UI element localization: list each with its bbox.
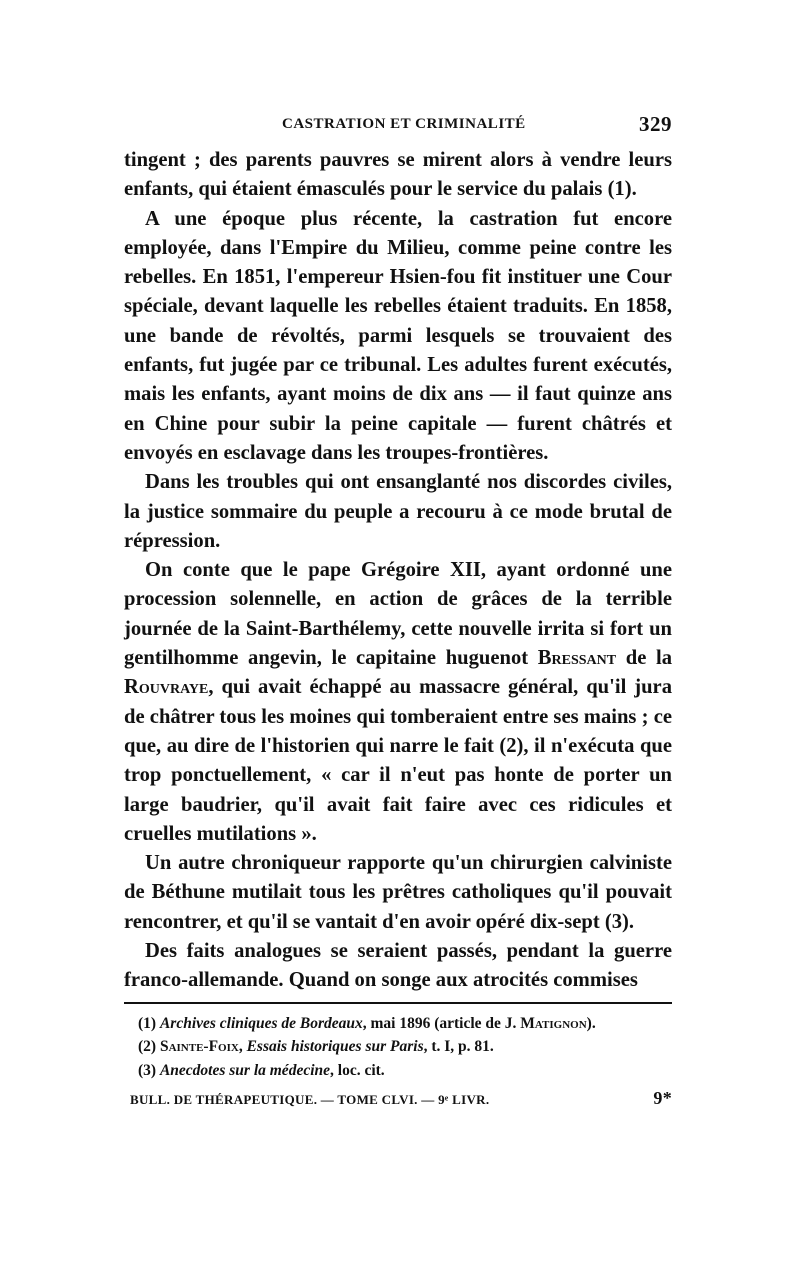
footnote-text: ). [586, 1014, 596, 1032]
footnotes [124, 1012, 672, 1083]
page-number: 329 [639, 112, 672, 136]
footnote-marker: (1) [138, 1014, 160, 1032]
signature-mark: 9* [653, 1088, 672, 1109]
place-name-rouvraye: Rouvraye [124, 676, 209, 699]
footnote-author: Sainte-Foix [159, 1038, 239, 1056]
running-head [124, 112, 672, 146]
paragraph-4 [124, 556, 672, 849]
paragraph-6: Des faits analogues se seraient passés, pendant la guerre franco-allemande. Quand on songe aux atrocités commises [124, 940, 672, 992]
paragraph-2: A une époque plus récente, la castration fut encore employée, dans l'Empire du Milieu, comme peine contre les rebelles. En 1851, l'empereur Hsien-fou fit instituer une Cour spéciale, devant laquelle les rebelles étaient traduits. En 1858, une bande de révoltés, parmi lesquels se trouvaient des enfants, fut jugée par ce tribunal. Les adultes furent exécutés, mais les enfants, ayant moins de dix ans — il faut quinze ans en Chine pour subir la peine capitale — furent châtrés et envoyés en esclavage dans les troupes-frontières. [124, 207, 672, 464]
footnote-title: Archives cliniques de Bordeaux [159, 1014, 363, 1032]
footnote-title: Anecdotes sur la médecine [159, 1061, 331, 1079]
footnote-marker: (3) [138, 1061, 160, 1079]
paragraph-4-text-a: On conte que le pape Grégoire XII, ayant ordonné une procession solennelle, en action de grâces de la terrible journée de la Saint-Barthélemy, cette nouvelle irrita si fort un gentilhomme angevin, le capitaine huguenot [124, 559, 672, 670]
journal-signature: BULL. DE THÉRAPEUTIQUE. — TOME CLVI. — 9ᵉ LIVR. [130, 1092, 490, 1108]
footnote-3 [124, 1059, 672, 1083]
footnote-1 [124, 1012, 672, 1036]
footnote-text: , loc. cit. [330, 1061, 385, 1079]
person-name-bressant: Bressant [537, 647, 617, 670]
footnote-text: , t. I, p. 81. [423, 1038, 494, 1056]
footnote-2 [124, 1035, 672, 1059]
paragraph-5: Un autre chroniqueur rapporte qu'un chirurgien calviniste de Béthune mutilait tous les prêtres catholiques qu'il pouvait rencontrer, et qu'il se vantait d'en avoir opéré dix-sept (3). [124, 852, 672, 933]
book-page [124, 112, 672, 1112]
footnote-rule [124, 1002, 672, 1004]
paragraph-1: tingent ; des parents pauvres se mirent alors à vendre leurs enfants, qui étaient émasculés pour le service du palais (1). [124, 149, 672, 201]
body-text [124, 146, 672, 996]
paragraph-3: Dans les troubles qui ont ensanglanté nos discordes civiles, la justice sommaire du peuple a recouru à ce mode brutal de répression. [124, 471, 672, 552]
footnote-text: , mai 1896 (article de J. [362, 1014, 521, 1032]
footnote-author: Matignon [520, 1014, 587, 1032]
footnote-marker: (2) [138, 1038, 160, 1056]
footnote-title: Essais historiques sur Paris [246, 1038, 424, 1056]
paragraph-4-text-c: , qui avait échappé au massacre général, qu'il jura de châtrer tous les moines qui tomberaient entre ses mains ; ce que, au dire de l'historien qui narre le fait (2), il n'exécuta que trop ponctuellement, « car il n'eut pas honte de porter un large baudrier, qu'il avait fait faire avec ces ridicules et cruelles mutilations ». [124, 676, 672, 845]
footnote-text: , [238, 1038, 247, 1056]
paragraph-4-text-b: de la [616, 647, 672, 670]
running-title: CASTRATION ET CRIMINALITÉ [282, 116, 526, 132]
page-footer [124, 1088, 672, 1112]
